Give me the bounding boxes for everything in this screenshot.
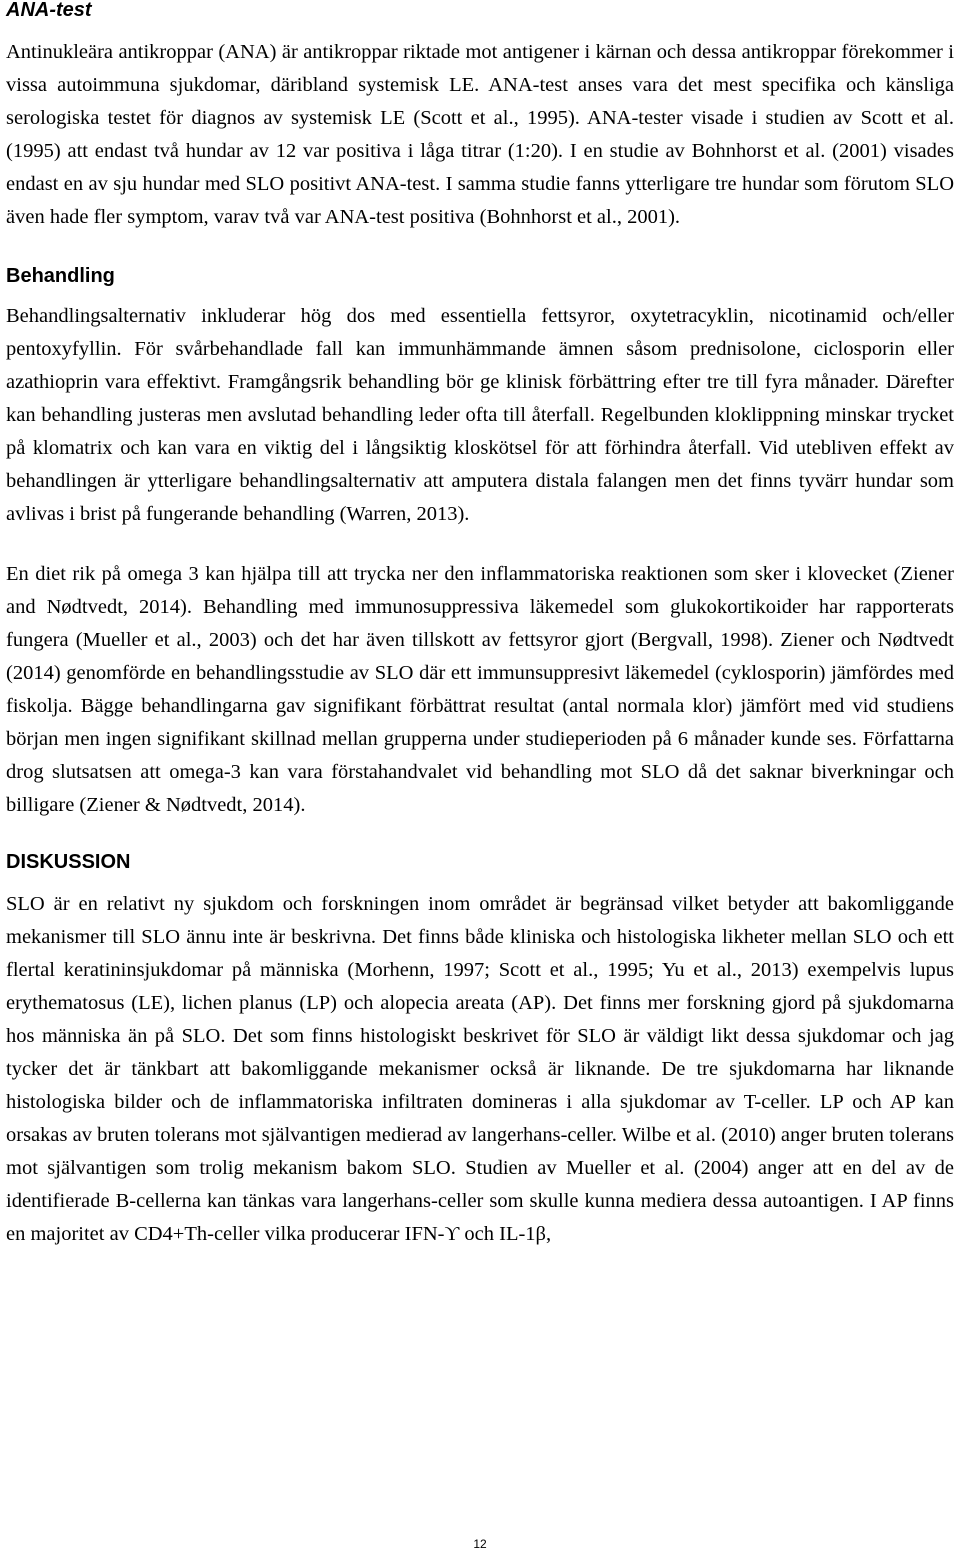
paragraph-behandling-2: En diet rik på omega 3 kan hjälpa till att trycka ner den inflammatoriska reaktionen som sker i klovecket (Ziener and Nødtvedt, 2014). Behandling med immunosuppressiva läkemedel som glukokortikoider har rapporterats fungera (Mueller et al., 2003) och det har även tillskott av fettsyror gjort (Bergvall, 1998). Ziener och Nødtvedt (2014) genomförde en behandlingsstudie av SLO där ett immunsuppresivt läkemedel (cyklosporin) jämfördes med fiskolja. Bägge behandlingarna gav signifikant förbättrat resultat (antal normala klor) jämfört med vid studiens början men ingen signifikant skillnad mellan grupperna under studieperioden på 6 månader kunde ses. Författarna drog slutsatsen att omega-3 kan vara förstahandvalet vid behandling mot SLO då det saknar biverkningar och billigare (Ziener & Nødtvedt, 2014). bbox=[6, 563, 954, 816]
section-heading-diskussion: DISKUSSION bbox=[6, 851, 131, 873]
section-heading-behandling: Behandling bbox=[6, 265, 115, 287]
paragraph-diskussion: SLO är en relativt ny sjukdom och forskningen inom området är begränsad vilket betyder att bakomliggande mekanismer till SLO ännu inte är beskrivna. Det finns både kliniska och histologiska likheter mellan SLO och ett flertal keratininsjukdomar på människa (Morhenn, 1997; Scott et al., 1995; Yu et al., 2013) exempelvis lupus erythematosus (LE), lichen planus (LP) och alopecia areata (AP). Det finns mer forskning gjord på sjukdomarna hos människa än på SLO. Det som finns histologiskt beskrivet för SLO är väldigt likt dessa sjukdomar och jag tycker det är tänkbart att bakomliggande mekanismer också är liknande. De tre sjukdomarna har liknande histologiska bilder och de inflammatoriska infiltraten domineras i alla sjukdomar av T-celler. LP och AP kan orsakas av bruten tolerans mot självantigen medierad av langerhans-celler. Wilbe et al. (2010) anger bruten tolerans mot självantigen som trolig mekanism bakom SLO. Studien av Mueller et al. (2004) anger att en del av de identifierade B-cellerna kan tänkas vara langerhans-celler som skulle kunna mediera dessa autoantigen. I AP finns en majoritet av CD4+Th-celler vilka producerar IFN-ϒ och IL-1β, bbox=[6, 893, 954, 1245]
document-page bbox=[6, 0, 954, 1251]
paragraph-behandling-1: Behandlingsalternativ inkluderar hög dos med essentiella fettsyror, oxytetracyklin, nicotinamid och/eller pentoxyfyllin. För svårbehandlade fall kan immunhämmande ämnen såsom prednisolone, ciclosporin eller azathioprin vara effektivt. Framgångsrik behandling bör ge klinisk förbättring efter tre till fyra månader. Därefter kan behandling justeras men avslutad behandling leder ofta till återfall. Regelbunden kloklippning minskar trycket på klomatrix och kan vara en viktig del i långsiktig kloskötsel för att förhindra återfall. Vid utebliven effekt av behandlingen är ytterligare behandlingsalternativ att amputera distala falangen men det finns tyvärr hundar som avlivas i brist på fungerande behandling (Warren, 2013). bbox=[6, 305, 954, 525]
paragraph-ana-test: Antinukleära antikroppar (ANA) är antikroppar riktade mot antigener i kärnan och dessa antikroppar förekommer i vissa autoimmuna sjukdomar, däribland systemisk LE. ANA-test anses vara det mest specifika och känsliga serologiska testet för diagnos av systemisk LE (Scott et al., 1995). ANA-tester visade i studien av Scott et al. (1995) att endast två hundar av 12 var positiva i låga titrar (1:20). I en studie av Bohnhorst et al. (2001) visades endast en av sju hundar med SLO positivt ANA-test. I samma studie fanns ytterligare tre hundar som förutom SLO även hade fler symptom, varav två var ANA-test positiva (Bohnhorst et al., 2001). bbox=[6, 41, 954, 228]
section-heading-ana-test: ANA-test bbox=[6, 0, 92, 21]
page-number: 12 bbox=[473, 1537, 487, 1551]
